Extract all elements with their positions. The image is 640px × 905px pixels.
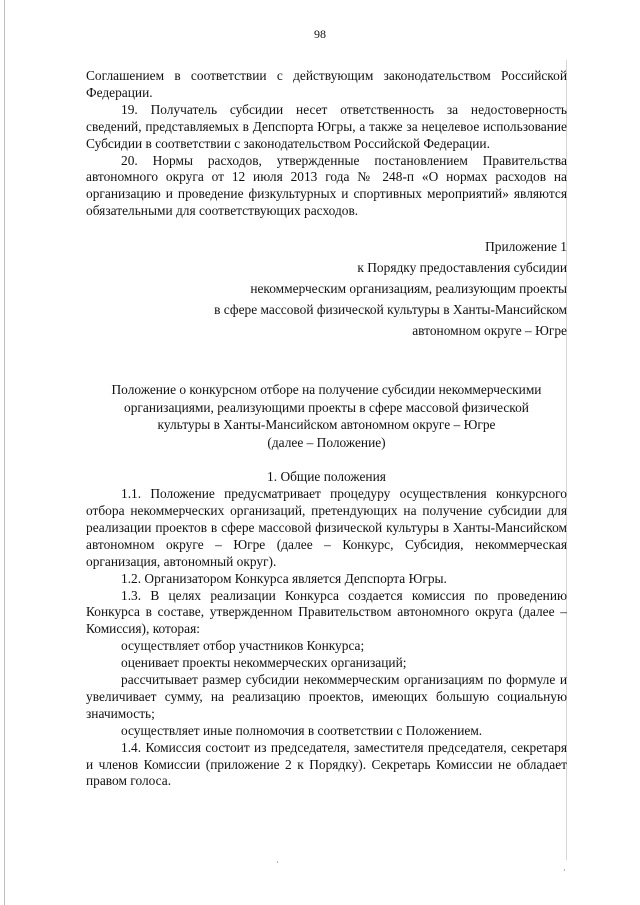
paragraph-19: 19. Получатель субсидии несет ответственность за недостоверность сведений, представляемых в Депспорта Югры, а также за нецелевое использование Субсидии в соответствии с законодательством Российской Федерации. (86, 101, 567, 151)
title-line: организациями, реализующими проекты в сфере массовой физической (124, 399, 529, 415)
paragraph-1-1: 1.1. Положение предусматривает процедуру осуществления конкурсного отбора некоммерческих организаций, претендующих на получение субсидии для реализации проектов в сфере массовой физической культуры в Ханты-Мансийском автономном округе – Югре (далее – Конкурс, Субсидия, некоммерческая организация, автономный округ). (86, 486, 567, 569)
scan-edge-left (4, 0, 5, 905)
paragraph-continuation: Соглашением в соответствии с действующим законодательством Российской Федерации. (86, 68, 567, 100)
title-line: культуры в Ханты-Мансийском автономном округе – Югре (157, 417, 496, 433)
list-item: осуществляет отбор участников Конкурса; (121, 638, 365, 654)
appendix-header (86, 236, 567, 341)
list-item: осуществляет иные полномочия в соответствии с Положением. (121, 722, 483, 738)
document-body (86, 68, 567, 790)
appendix-line: некоммерческим организациям, реализующим проекты (250, 281, 567, 297)
appendix-line: Приложение 1 (485, 239, 567, 255)
appendix-line: в сфере массовой физической культуры в Ханты-Мансийском (214, 302, 567, 318)
document-title (86, 381, 567, 451)
page-number: 98 (314, 27, 326, 41)
list-item: оценивает проекты некоммерческих организаций; (121, 655, 407, 671)
title-line: Положение о конкурсном отборе на получение субсидии некоммерческими (111, 382, 542, 398)
appendix-line: автономном округе – Югре (412, 323, 567, 339)
scan-speck: · (276, 858, 279, 867)
paragraph-1-4: 1.4. Комиссия состоит из председателя, заместителя председателя, секретаря и членов Комиссии (приложение 2 к Порядку). Секретарь Комиссии не обладает правом голоса. (86, 739, 567, 789)
scan-speck: · (563, 866, 566, 875)
title-line: (далее – Положение) (267, 434, 386, 450)
appendix-line: к Порядку предоставления субсидии (357, 260, 567, 276)
paragraph-1-2: 1.2. Организатором Конкурса является Депспорта Югры. (121, 570, 447, 586)
section-heading: 1. Общие положения (267, 469, 386, 485)
paragraph-1-3: 1.3. В целях реализации Конкурса создается комиссия по проведению Конкурса в составе, утвержденном Правительством автономного округа (далее – Комиссия), которая: (86, 587, 567, 637)
paragraph-20: 20. Нормы расходов, утвержденные постановлением Правительства автономного округа от 12 июля 2013 года № 248-п «О нормах расходов на организацию и проведение физкультурных и спортивных мероприятий» являются обязательными для соответствующих расходов. (86, 152, 567, 219)
list-item: рассчитывает размер субсидии некоммерческим организациям по формуле и увеличивает сумму, на реализацию проектов, имеющих большую социальную значимость; (86, 672, 567, 721)
